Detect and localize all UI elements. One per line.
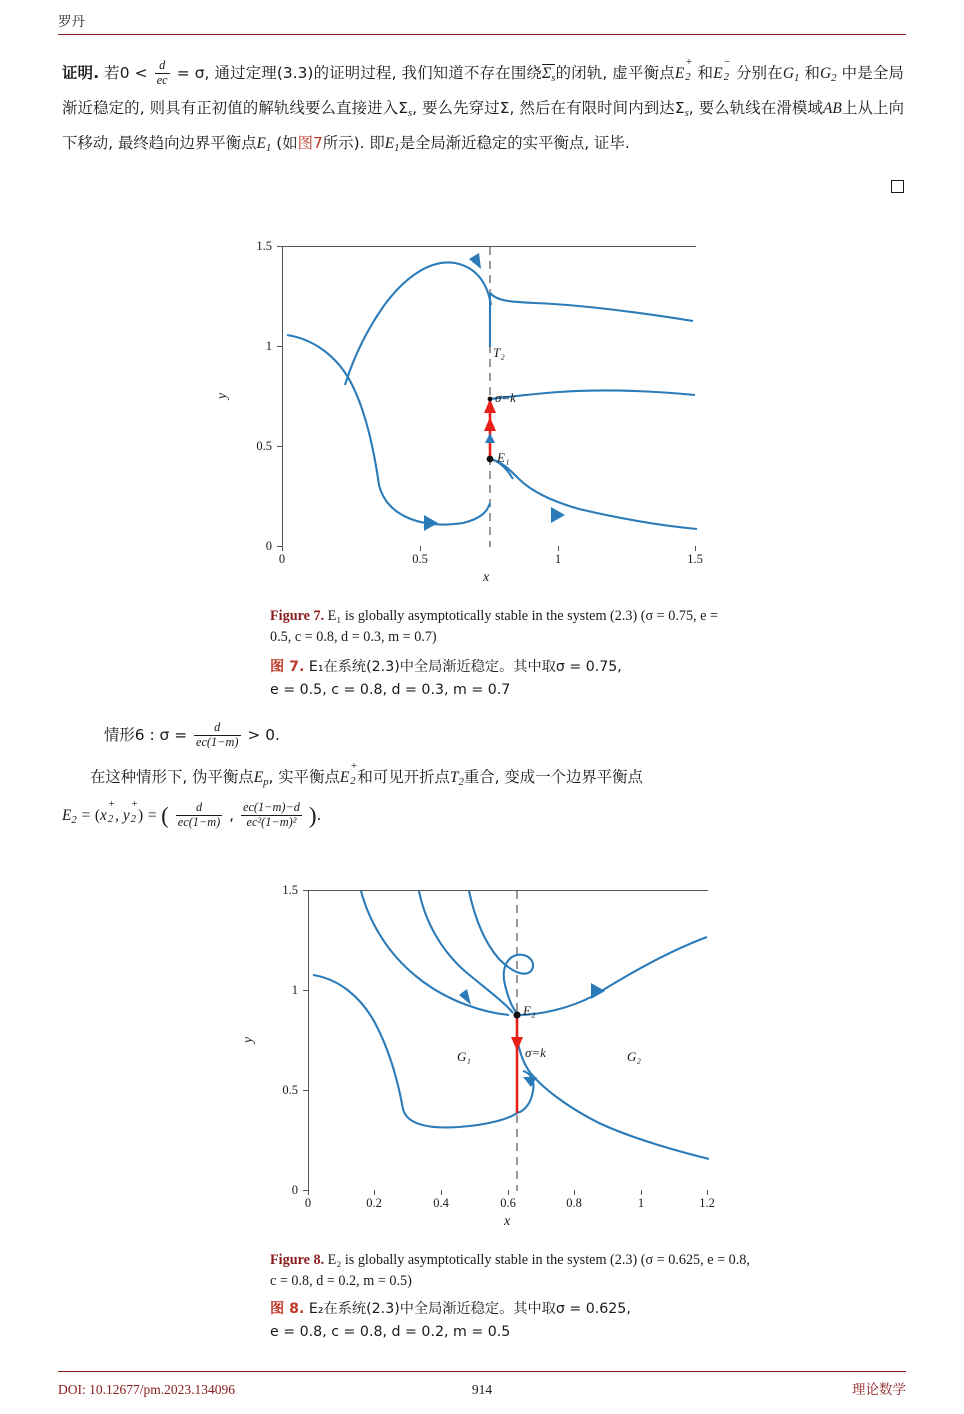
proof-text-3: 的闭轨, 虚平衡点 bbox=[555, 64, 675, 82]
proof-text-7: 中是全局渐近稳定的, 则具有正初值的解轨线要么直接进入Σ bbox=[62, 64, 904, 118]
figure-7-caption-cn-line1: E₁在系统(2.3)中全局渐近稳定。其中取σ = 0.75, bbox=[308, 659, 622, 675]
figure-8-xtick-2: 0.4 bbox=[433, 1196, 449, 1210]
figure-8-xtick-1: 0.2 bbox=[366, 1196, 382, 1210]
figure-7-caption-text: E₁ is globally asymptotically stable in the system (2.3) (σ = 0.75, e = 0.5, c = 0.8, d = 0.3, m = 0.7) bbox=[270, 608, 718, 645]
equation-fraction-1: $\frac{d}{ec(1-m)}$ bbox=[177, 799, 221, 829]
figure-7-caption-cn bbox=[270, 656, 740, 702]
equation-period: . bbox=[316, 806, 322, 825]
symbol-e2-plus: E + 2 bbox=[674, 55, 693, 83]
figure-8-label-G1: G₁ bbox=[457, 1049, 471, 1064]
figure-8-xtick-4: 0.8 bbox=[566, 1196, 582, 1210]
figure-8-ytick-0: 0 bbox=[291, 1183, 298, 1197]
proof-text-4: 和 bbox=[697, 64, 714, 82]
figure-7-ytick-1: 0.5 bbox=[256, 439, 272, 453]
figure-8-caption-cn bbox=[270, 1298, 750, 1344]
fraction-d-ec1m: $\frac{d}{ec(1-m)}$ bbox=[196, 719, 239, 749]
case6-equation: $E_2 = (x$ + 2 , y + 2 ) = ( $\frac{d}{ec(1-m)}$ , $\frac{ec(1-m)-d}{\text{ec²(1−m)²}}$ ). bbox=[62, 797, 322, 829]
case6-para-1: 在这种情形下, 伪平衡点 bbox=[90, 768, 254, 786]
symbol-g1: $G_1$ bbox=[782, 65, 800, 85]
figure-8-caption-cn-line1: E₂在系统(2.3)中全局渐近稳定。其中取σ = 0.625, bbox=[308, 1301, 631, 1317]
figure-ref-number[interactable]: 7 bbox=[313, 134, 323, 153]
figure-7-svg bbox=[283, 247, 697, 547]
figure-8-xtick-6: 1.2 bbox=[699, 1196, 715, 1210]
figure-7-ytick-2: 1 bbox=[265, 339, 272, 353]
footer-page-number: 914 bbox=[471, 1382, 493, 1397]
equation-comma: , bbox=[229, 806, 235, 825]
proof-text-2: = σ, 通过定理(3.3)的证明过程, 我们知道不存在围绕 bbox=[176, 64, 543, 82]
figure-7-caption-en bbox=[270, 606, 740, 648]
proof-paragraph: 证明. 若0 < $\frac{d}{ec}$ = σ, 通过定理(3.3)的证明过程, 我们知道不存在围绕$\Sigma_s$的闭轨, 虚平衡点E + 2 和E − 2 分别在$G_1$ 和$G_2$ 中是全局渐近稳定的, 则具有正初值的解轨线要么直接进入$\Sigma_s$, 要么先穿过Σ, 然后在有限时间内到达$\Sigma_s$, 要么轨线在滑模域AB上从上向下移动, 最终趋向边界平衡点$E_1$ (如图7所示). 即$E_1$是全局渐近稳定的实平衡点, 证毕. bbox=[62, 55, 904, 155]
figure-8-label-E2: E₂ bbox=[523, 1003, 536, 1018]
figure-8-ytick-1: 0.5 bbox=[282, 1083, 298, 1097]
overline-sigma-s: $\Sigma_s$ bbox=[542, 65, 556, 85]
figure-ref-cn[interactable]: 图 bbox=[297, 134, 313, 153]
proof-text-5: 分别在 bbox=[736, 64, 783, 82]
figure-7-label-E1: E₁ bbox=[497, 450, 510, 465]
case6-para-3: 和可见开折点 bbox=[357, 768, 450, 786]
symbol-ab: AB bbox=[823, 100, 842, 118]
figure-8-caption-cn-label: 图 8. bbox=[270, 1301, 305, 1317]
symbol-e2-minus: E − 2 bbox=[713, 55, 731, 83]
figure-7-xlabel: x bbox=[483, 570, 490, 585]
figure-7-ylabel: y bbox=[215, 392, 231, 400]
figure-7-label-T2: T₂ bbox=[493, 345, 505, 360]
figure-8-caption-cn-line2: e = 0.8, c = 0.8, d = 0.2, m = 0.5 bbox=[270, 1324, 511, 1340]
figure-8-axes bbox=[308, 890, 708, 1190]
fraction-d-ec: $\frac{d}{ec}$ bbox=[156, 57, 168, 87]
case6-text-1: 情形6 : σ = bbox=[104, 726, 188, 744]
case6-text-2: > 0. bbox=[247, 726, 280, 744]
figure-8-svg bbox=[309, 891, 709, 1191]
figure-7 bbox=[0, 228, 964, 698]
symbol-ep: $E_p$ bbox=[253, 769, 269, 789]
qed-box bbox=[891, 180, 904, 193]
figure-8-xtick-3: 0.6 bbox=[500, 1196, 516, 1210]
header-rule bbox=[58, 34, 906, 35]
figure-7-xtick-3: 1.5 bbox=[687, 552, 703, 566]
proof-text-1: 若0 < bbox=[104, 64, 148, 82]
symbol-t2: $T_2$ bbox=[449, 769, 464, 789]
symbol-e2plus-2: E + 2 bbox=[339, 759, 358, 787]
proof-text-6: 和 bbox=[804, 64, 821, 82]
figure-7-caption-cn-label: 图 7. bbox=[270, 659, 305, 675]
proof-text-9: 然后在有限时间内到达Σ bbox=[519, 99, 685, 118]
figure-7-caption-cn-line2: e = 0.5, c = 0.8, d = 0.3, m = 0.7 bbox=[270, 682, 511, 698]
symbol-e1-again: $E_1$ bbox=[384, 135, 400, 155]
proof-label: 证明. bbox=[62, 64, 100, 82]
proof-text-14: 是全局渐近稳定的实平衡点, 证毕. bbox=[399, 134, 630, 153]
running-head: 罗丹 bbox=[58, 14, 85, 30]
figure-7-ytick-3: 1.5 bbox=[256, 239, 272, 253]
case6-paragraph bbox=[62, 759, 902, 797]
proof-text-13: 所示). 即 bbox=[322, 134, 385, 153]
proof-text-11: 上从上向下移动, 最终趋向边界平衡点 bbox=[62, 99, 904, 153]
figure-8 bbox=[0, 872, 964, 1342]
figure-7-label-sigma-k: σ=k bbox=[495, 390, 516, 405]
case6-para-4: 重合, 变成一个边界平衡点 bbox=[463, 768, 643, 786]
figure-8-label-sigma-k: σ=k bbox=[525, 1045, 546, 1060]
figure-8-caption-text: E₂ is globally asymptotically stable in the system (2.3) (σ = 0.625, e = 0.8, c = 0.8, d = 0.2, m = 0.5) bbox=[270, 1252, 750, 1289]
figure-8-ytick-3: 1.5 bbox=[282, 883, 298, 897]
figure-8-ytick-2: 1 bbox=[291, 983, 298, 997]
figure-7-ytick-0: 0 bbox=[265, 539, 272, 553]
proof-text-8: , 要么先穿过Σ, bbox=[412, 99, 515, 118]
figure-7-axes bbox=[282, 246, 696, 546]
footer-doi[interactable]: DOI: 10.12677/pm.2023.134096 bbox=[58, 1382, 235, 1397]
symbol-e1: $E_1$ bbox=[256, 135, 272, 155]
case6-line bbox=[104, 720, 664, 750]
footer-rule bbox=[58, 1371, 906, 1372]
figure-8-ylabel: y bbox=[241, 1036, 257, 1044]
case6-para-2: , 实平衡点 bbox=[268, 768, 340, 786]
proof-text-12: (如 bbox=[276, 134, 298, 153]
figure-8-xtick-0: 0 bbox=[304, 1196, 312, 1210]
figure-8-label-G2: G₂ bbox=[627, 1049, 641, 1064]
symbol-g2: $G_2$ bbox=[820, 65, 837, 85]
figure-8-caption-en bbox=[270, 1250, 750, 1292]
proof-text-10: , 要么轨线在滑模域 bbox=[688, 99, 824, 118]
figure-8-xlabel: x bbox=[504, 1214, 511, 1229]
equation-e2-lhs: $E_2 = (x$ + 2 , y + 2 ) = ( bbox=[62, 797, 169, 828]
equation-fraction-2: $\frac{ec(1-m)-d}{\text{ec²(1−m)²}}$ bbox=[242, 799, 300, 829]
figure-7-xtick-1: 0.5 bbox=[412, 552, 428, 566]
footer-journal: 理论数学 bbox=[852, 1382, 906, 1398]
figure-7-xtick-2: 1 bbox=[554, 552, 562, 566]
figure-7-xtick-0: 0 bbox=[278, 552, 286, 566]
figure-8-caption-label: Figure 8. bbox=[270, 1252, 325, 1268]
figure-8-xtick-5: 1 bbox=[637, 1196, 645, 1210]
figure-7-caption-label: Figure 7. bbox=[270, 608, 325, 624]
